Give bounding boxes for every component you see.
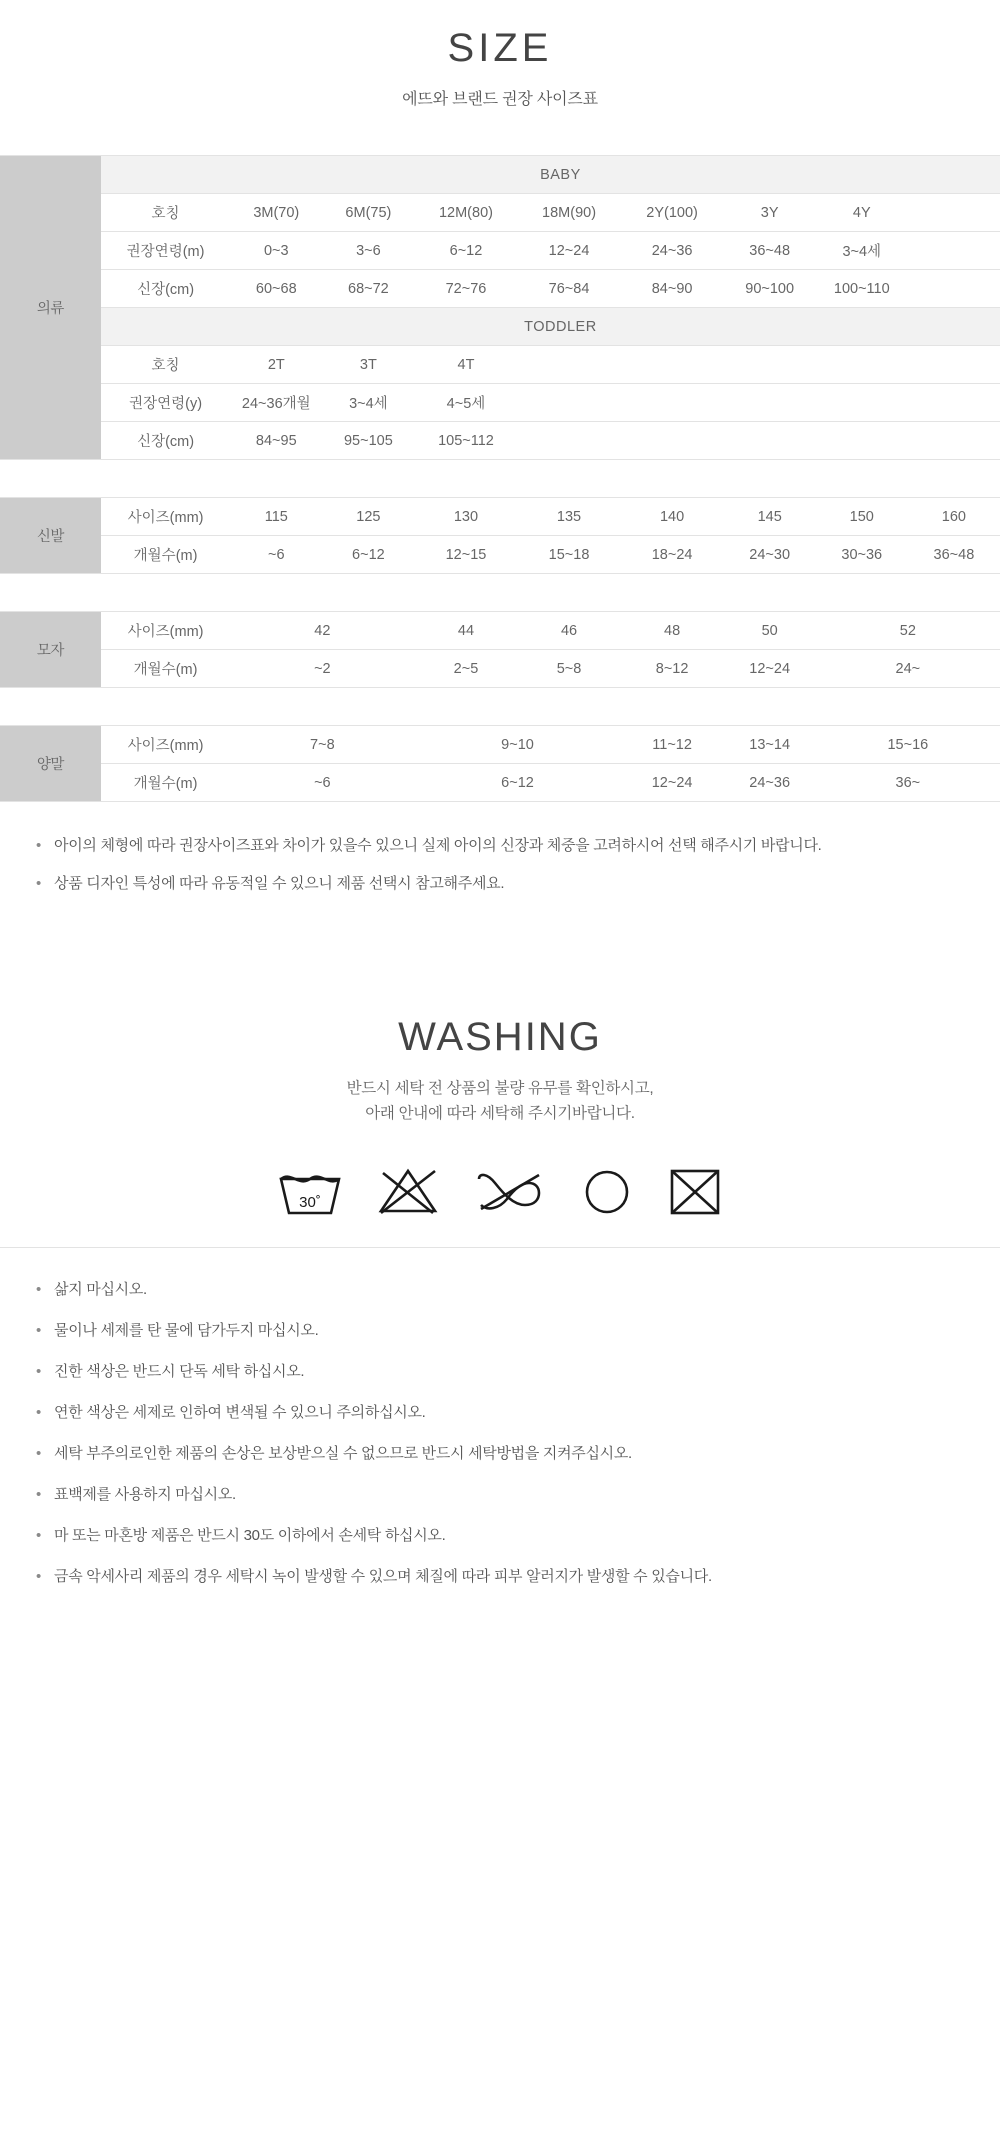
cell: 12M(80)	[414, 194, 517, 232]
cell: 18~24	[621, 536, 724, 574]
category-label-socks: 양말	[0, 726, 101, 802]
size-notes-list	[0, 834, 1000, 897]
washing-section	[0, 1015, 1000, 1248]
table-row	[0, 612, 1000, 650]
cell: 12~24	[621, 764, 724, 802]
page-subtitle: 에뜨와 브랜드 권장 사이즈표	[402, 91, 598, 108]
cell: 48	[621, 612, 724, 650]
table-row	[0, 232, 1000, 270]
cell: 4~5세	[414, 384, 517, 422]
category-label-shoes: 신발	[0, 498, 101, 574]
cell: 6~12	[322, 536, 414, 574]
row-label: 개월수(m)	[101, 764, 230, 802]
cell: 60~68	[230, 270, 322, 308]
cell: 13~14	[724, 726, 816, 764]
cell: 115	[230, 498, 322, 536]
table-row	[0, 156, 1000, 194]
row-label: 사이즈(mm)	[101, 612, 230, 650]
list-item: • 표백제를 사용하지 마십시오.	[34, 1483, 970, 1507]
size-section-header	[0, 0, 1000, 109]
cell: 76~84	[518, 270, 621, 308]
category-label-clothing: 의류	[0, 156, 101, 460]
table-row	[0, 270, 1000, 308]
cell: 18M(90)	[518, 194, 621, 232]
cell: 30~36	[816, 536, 908, 574]
table-row	[0, 384, 1000, 422]
table-row	[0, 422, 1000, 460]
group-header-baby: BABY	[101, 156, 1000, 194]
cell: 15~18	[518, 536, 621, 574]
table-row	[0, 650, 1000, 688]
cell: 4Y	[816, 194, 908, 232]
list-item: • 연한 색상은 세제로 인하여 변색될 수 있으니 주의하십시오.	[34, 1401, 970, 1425]
list-item: • 삶지 마십시오.	[34, 1278, 970, 1302]
row-label: 신장(cm)	[101, 422, 230, 460]
table-row	[0, 536, 1000, 574]
table-row	[0, 764, 1000, 802]
cell-empty	[518, 384, 1000, 422]
cell: ~2	[230, 650, 414, 688]
cell: 12~15	[414, 536, 517, 574]
table-spacer	[0, 688, 1000, 726]
cell: 3~4세	[322, 384, 414, 422]
cell: 3Y	[724, 194, 816, 232]
table-row	[0, 194, 1000, 232]
list-item: • 아이의 체형에 따라 권장사이즈표와 차이가 있을수 있으니 실제 아이의 신장과 체중을 고려하시어 선택 해주시기 바랍니다.	[34, 834, 970, 858]
table-row	[0, 726, 1000, 764]
cell: 3~6	[322, 232, 414, 270]
table-row	[0, 308, 1000, 346]
cell: 150	[816, 498, 908, 536]
cell: 6~12	[414, 232, 517, 270]
cell: 3T	[322, 346, 414, 384]
cell: 90~100	[724, 270, 816, 308]
row-label: 사이즈(mm)	[101, 498, 230, 536]
cell: 72~76	[414, 270, 517, 308]
cell: 52	[816, 612, 1000, 650]
page-title: SIZE	[447, 26, 553, 70]
cell: 5~8	[518, 650, 621, 688]
row-label: 개월수(m)	[101, 536, 230, 574]
cell: 68~72	[322, 270, 414, 308]
cell: 24~	[816, 650, 1000, 688]
list-item: • 상품 디자인 특성에 따라 유동적일 수 있으니 제품 선택시 참고해주세요.	[34, 872, 970, 896]
table-row	[0, 346, 1000, 384]
cell: 130	[414, 498, 517, 536]
cell: 24~36	[724, 764, 816, 802]
cell: 50	[724, 612, 816, 650]
size-table	[0, 155, 1000, 802]
cell-empty	[518, 422, 1000, 460]
cell: 3~4세	[816, 232, 908, 270]
cell: 2T	[230, 346, 322, 384]
row-label: 권장연령(y)	[101, 384, 230, 422]
cell: 15~16	[816, 726, 1000, 764]
cell: 42	[230, 612, 414, 650]
cell: 4T	[414, 346, 517, 384]
washing-notes-list	[0, 1278, 1000, 1646]
tumble-dry-icon	[581, 1165, 633, 1217]
category-label-hat: 모자	[0, 612, 101, 688]
do-not-wring-icon	[473, 1165, 547, 1217]
cell: 9~10	[414, 726, 620, 764]
list-item: • 진한 색상은 반드시 단독 세탁 하십시오.	[34, 1360, 970, 1384]
cell: 160	[908, 498, 1000, 536]
cell: 6~12	[414, 764, 620, 802]
row-label: 개월수(m)	[101, 650, 230, 688]
cell: 8~12	[621, 650, 724, 688]
cell: 140	[621, 498, 724, 536]
cell: 84~90	[621, 270, 724, 308]
list-item: • 물이나 세제를 탄 물에 담가두지 마십시오.	[34, 1319, 970, 1343]
cell: 24~36	[621, 232, 724, 270]
do-not-dry-clean-icon	[667, 1165, 723, 1217]
cell: 84~95	[230, 422, 322, 460]
cell: 7~8	[230, 726, 414, 764]
row-label: 호칭	[101, 194, 230, 232]
table-spacer	[0, 574, 1000, 612]
svg-text:30˚: 30˚	[299, 1193, 321, 1211]
cell: 6M(75)	[322, 194, 414, 232]
cell-empty	[518, 346, 1000, 384]
cell: 105~112	[414, 422, 517, 460]
table-spacer	[0, 460, 1000, 498]
cell: 100~110	[816, 270, 908, 308]
cell: 2~5	[414, 650, 517, 688]
cell: 44	[414, 612, 517, 650]
cell: 0~3	[230, 232, 322, 270]
cell: 11~12	[621, 726, 724, 764]
row-label: 사이즈(mm)	[101, 726, 230, 764]
cell: ~6	[230, 536, 322, 574]
list-item: • 금속 악세사리 제품의 경우 세탁시 녹이 발생할 수 있으며 체질에 따라 피부 알러지가 발생할 수 있습니다.	[34, 1565, 970, 1589]
cell: 36~48	[908, 536, 1000, 574]
row-label: 권장연령(m)	[101, 232, 230, 270]
list-item: • 세탁 부주의로인한 제품의 손상은 보상받으실 수 없으므로 반드시 세탁방법을 지켜주십시오.	[34, 1442, 970, 1466]
cell: 12~24	[724, 650, 816, 688]
cell-empty	[908, 232, 1000, 270]
cell: 2Y(100)	[621, 194, 724, 232]
size-table-section	[0, 155, 1000, 802]
washing-icon-row	[0, 1165, 1000, 1248]
cell: 36~48	[724, 232, 816, 270]
group-header-toddler: TODDLER	[101, 308, 1000, 346]
cell: 135	[518, 498, 621, 536]
row-label: 호칭	[101, 346, 230, 384]
cell: 46	[518, 612, 621, 650]
table-row	[0, 498, 1000, 536]
cell: 95~105	[322, 422, 414, 460]
cell: 12~24	[518, 232, 621, 270]
cell: 24~30	[724, 536, 816, 574]
list-item: • 마 또는 마혼방 제품은 반드시 30도 이하에서 손세탁 하십시오.	[34, 1524, 970, 1548]
cell-empty	[908, 270, 1000, 308]
washing-subtitle-line1: 반드시 세탁 전 상품의 불량 유무를 확인하시고,	[346, 1079, 654, 1097]
cell: ~6	[230, 764, 414, 802]
washing-title: WASHING	[398, 1014, 602, 1059]
cell-empty	[908, 194, 1000, 232]
cell: 24~36개월	[230, 384, 322, 422]
do-not-bleach-icon	[377, 1165, 439, 1217]
cell: 125	[322, 498, 414, 536]
washing-subtitle-line2: 아래 안내에 따라 세탁해 주시기바랍니다.	[365, 1105, 635, 1123]
cell: 145	[724, 498, 816, 536]
cell: 36~	[816, 764, 1000, 802]
wash-30-degrees-icon	[277, 1165, 343, 1217]
row-label: 신장(cm)	[101, 270, 230, 308]
cell: 3M(70)	[230, 194, 322, 232]
